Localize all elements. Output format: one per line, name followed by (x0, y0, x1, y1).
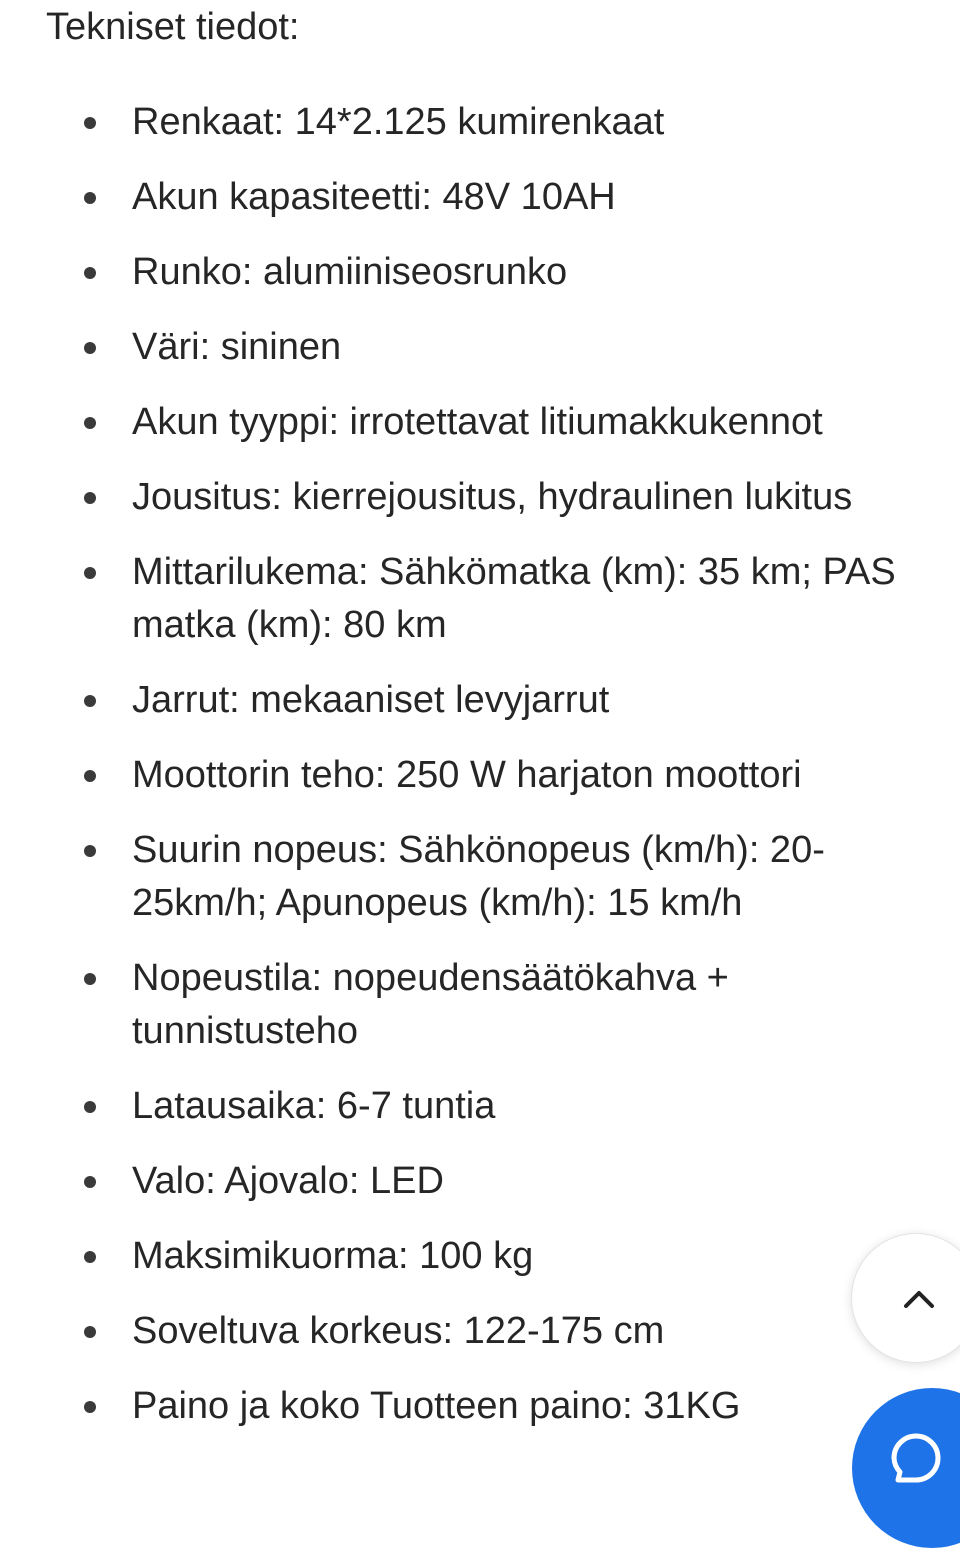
spec-item-text: Akun kapasiteetti: 48V 10AH (132, 176, 616, 218)
spec-item-text: Paino ja koko Tuotteen paino: 31KG (132, 1385, 741, 1427)
spec-item (0, 674, 960, 727)
bullet-icon (84, 117, 96, 129)
spec-item (0, 246, 960, 299)
spec-item-text: Mittarilukema: Sähkömatka (km): 35 km; PAS (132, 551, 896, 593)
spec-item (0, 1155, 960, 1208)
bullet-icon (84, 845, 96, 857)
spec-item (0, 1230, 960, 1283)
bullet-icon (84, 342, 96, 354)
spec-item-text: matka (km): 80 km (132, 604, 447, 646)
spec-item (0, 749, 960, 802)
spec-item (0, 471, 960, 524)
bullet-icon (84, 1401, 96, 1413)
spec-item-text: tunnistusteho (132, 1010, 359, 1052)
spec-item (0, 1305, 960, 1358)
spec-item (0, 171, 960, 224)
bullet-icon (84, 695, 96, 707)
section-heading: Tekniset tiedot: (46, 6, 300, 48)
spec-item (0, 96, 960, 149)
bullet-icon (84, 1101, 96, 1113)
bullet-icon (84, 492, 96, 504)
spec-item-text: Valo: Ajovalo: LED (132, 1160, 444, 1202)
bullet-icon (84, 973, 96, 985)
spec-item-text: Jousitus: kierrejousitus, hydraulinen lukitus (132, 476, 853, 518)
spec-item (0, 396, 960, 449)
spec-item-text: Runko: alumiiniseosrunko (132, 251, 568, 293)
chat-icon (886, 1428, 946, 1488)
bullet-icon (84, 770, 96, 782)
spec-item-text: Soveltuva korkeus: 122-175 cm (132, 1310, 665, 1352)
bullet-icon (84, 267, 96, 279)
bullet-icon (84, 192, 96, 204)
spec-item-text: Akun tyyppi: irrotettavat litiumakkukennot (132, 401, 823, 443)
spec-item-text: Maksimikuorma: 100 kg (132, 1235, 534, 1277)
spec-item (0, 1080, 960, 1133)
bullet-icon (84, 1326, 96, 1338)
spec-item-text: Suurin nopeus: Sähkönopeus (km/h): 20- (132, 829, 825, 871)
spec-item (0, 1380, 960, 1433)
chevron-up-icon (902, 1282, 936, 1316)
bullet-icon (84, 1251, 96, 1263)
spec-item (0, 952, 960, 1058)
spec-item-text: Väri: sininen (132, 326, 342, 368)
bullet-icon (84, 567, 96, 579)
bullet-icon (84, 1176, 96, 1188)
spec-item (0, 824, 960, 930)
bullet-icon (84, 417, 96, 429)
spec-list (0, 96, 960, 1455)
spec-item-text: Latausaika: 6-7 tuntia (132, 1085, 496, 1127)
spec-item (0, 546, 960, 652)
spec-item-text: Jarrut: mekaaniset levyjarrut (132, 679, 610, 721)
spec-item-text: 25km/h; Apunopeus (km/h): 15 km/h (132, 882, 743, 924)
spec-item (0, 321, 960, 374)
spec-item-text: Renkaat: 14*2.125 kumirenkaat (132, 101, 665, 143)
spec-item-text: Moottorin teho: 250 W harjaton moottori (132, 754, 802, 796)
spec-item-text: Nopeustila: nopeudensäätökahva + (132, 957, 729, 999)
